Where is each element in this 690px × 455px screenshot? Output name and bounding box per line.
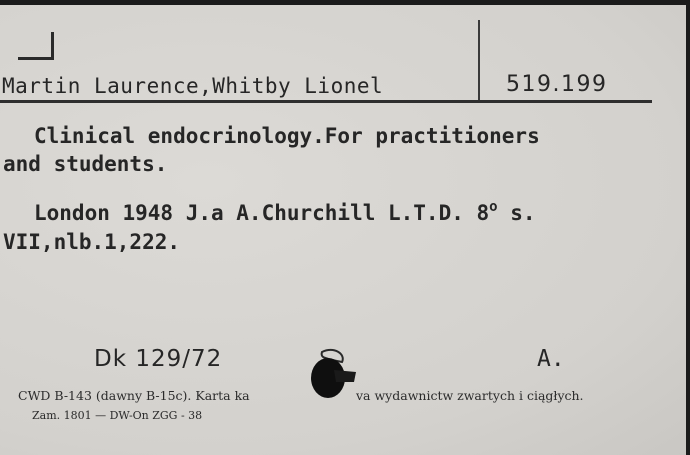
shelf-mark: Dk 129/72: [94, 346, 223, 372]
imprint-text-tail: s.: [497, 201, 536, 225]
imprint-line-2: VII,nlb.1,222.: [3, 230, 181, 254]
form-print-line-1-left: CWD B-143 (dawny B-15c). Karta ka: [18, 388, 250, 403]
call-number: 519.199: [506, 72, 608, 97]
format-degree-sup: o: [489, 199, 498, 215]
imprint-text: London 1948 J.a A.Churchill L.T.D. 8: [34, 201, 490, 225]
card-top-edge: [0, 0, 690, 5]
card-right-edge: [686, 0, 690, 455]
corner-bracket-vertical: [51, 32, 54, 60]
author-heading: Martin Laurence,Whitby Lionel: [2, 74, 384, 98]
corner-bracket-mark: [18, 32, 54, 60]
imprint-line-1: [34, 201, 536, 225]
title-line-2: and students.: [3, 152, 168, 176]
corner-bracket-horizontal: [18, 57, 54, 60]
ink-blot-stamp: [304, 348, 356, 400]
form-print-line-2: Zam. 1801 — DW-On ZGG - 38: [32, 409, 203, 422]
form-print-line-1-right: va wydawnictw zwartych i ciągłych.: [356, 388, 584, 403]
title-line-1: Clinical endocrinology.For practitioners: [34, 124, 540, 148]
heading-rule: [0, 100, 652, 103]
heading-divider-vertical: [478, 20, 480, 100]
class-letter: A.: [537, 346, 565, 372]
